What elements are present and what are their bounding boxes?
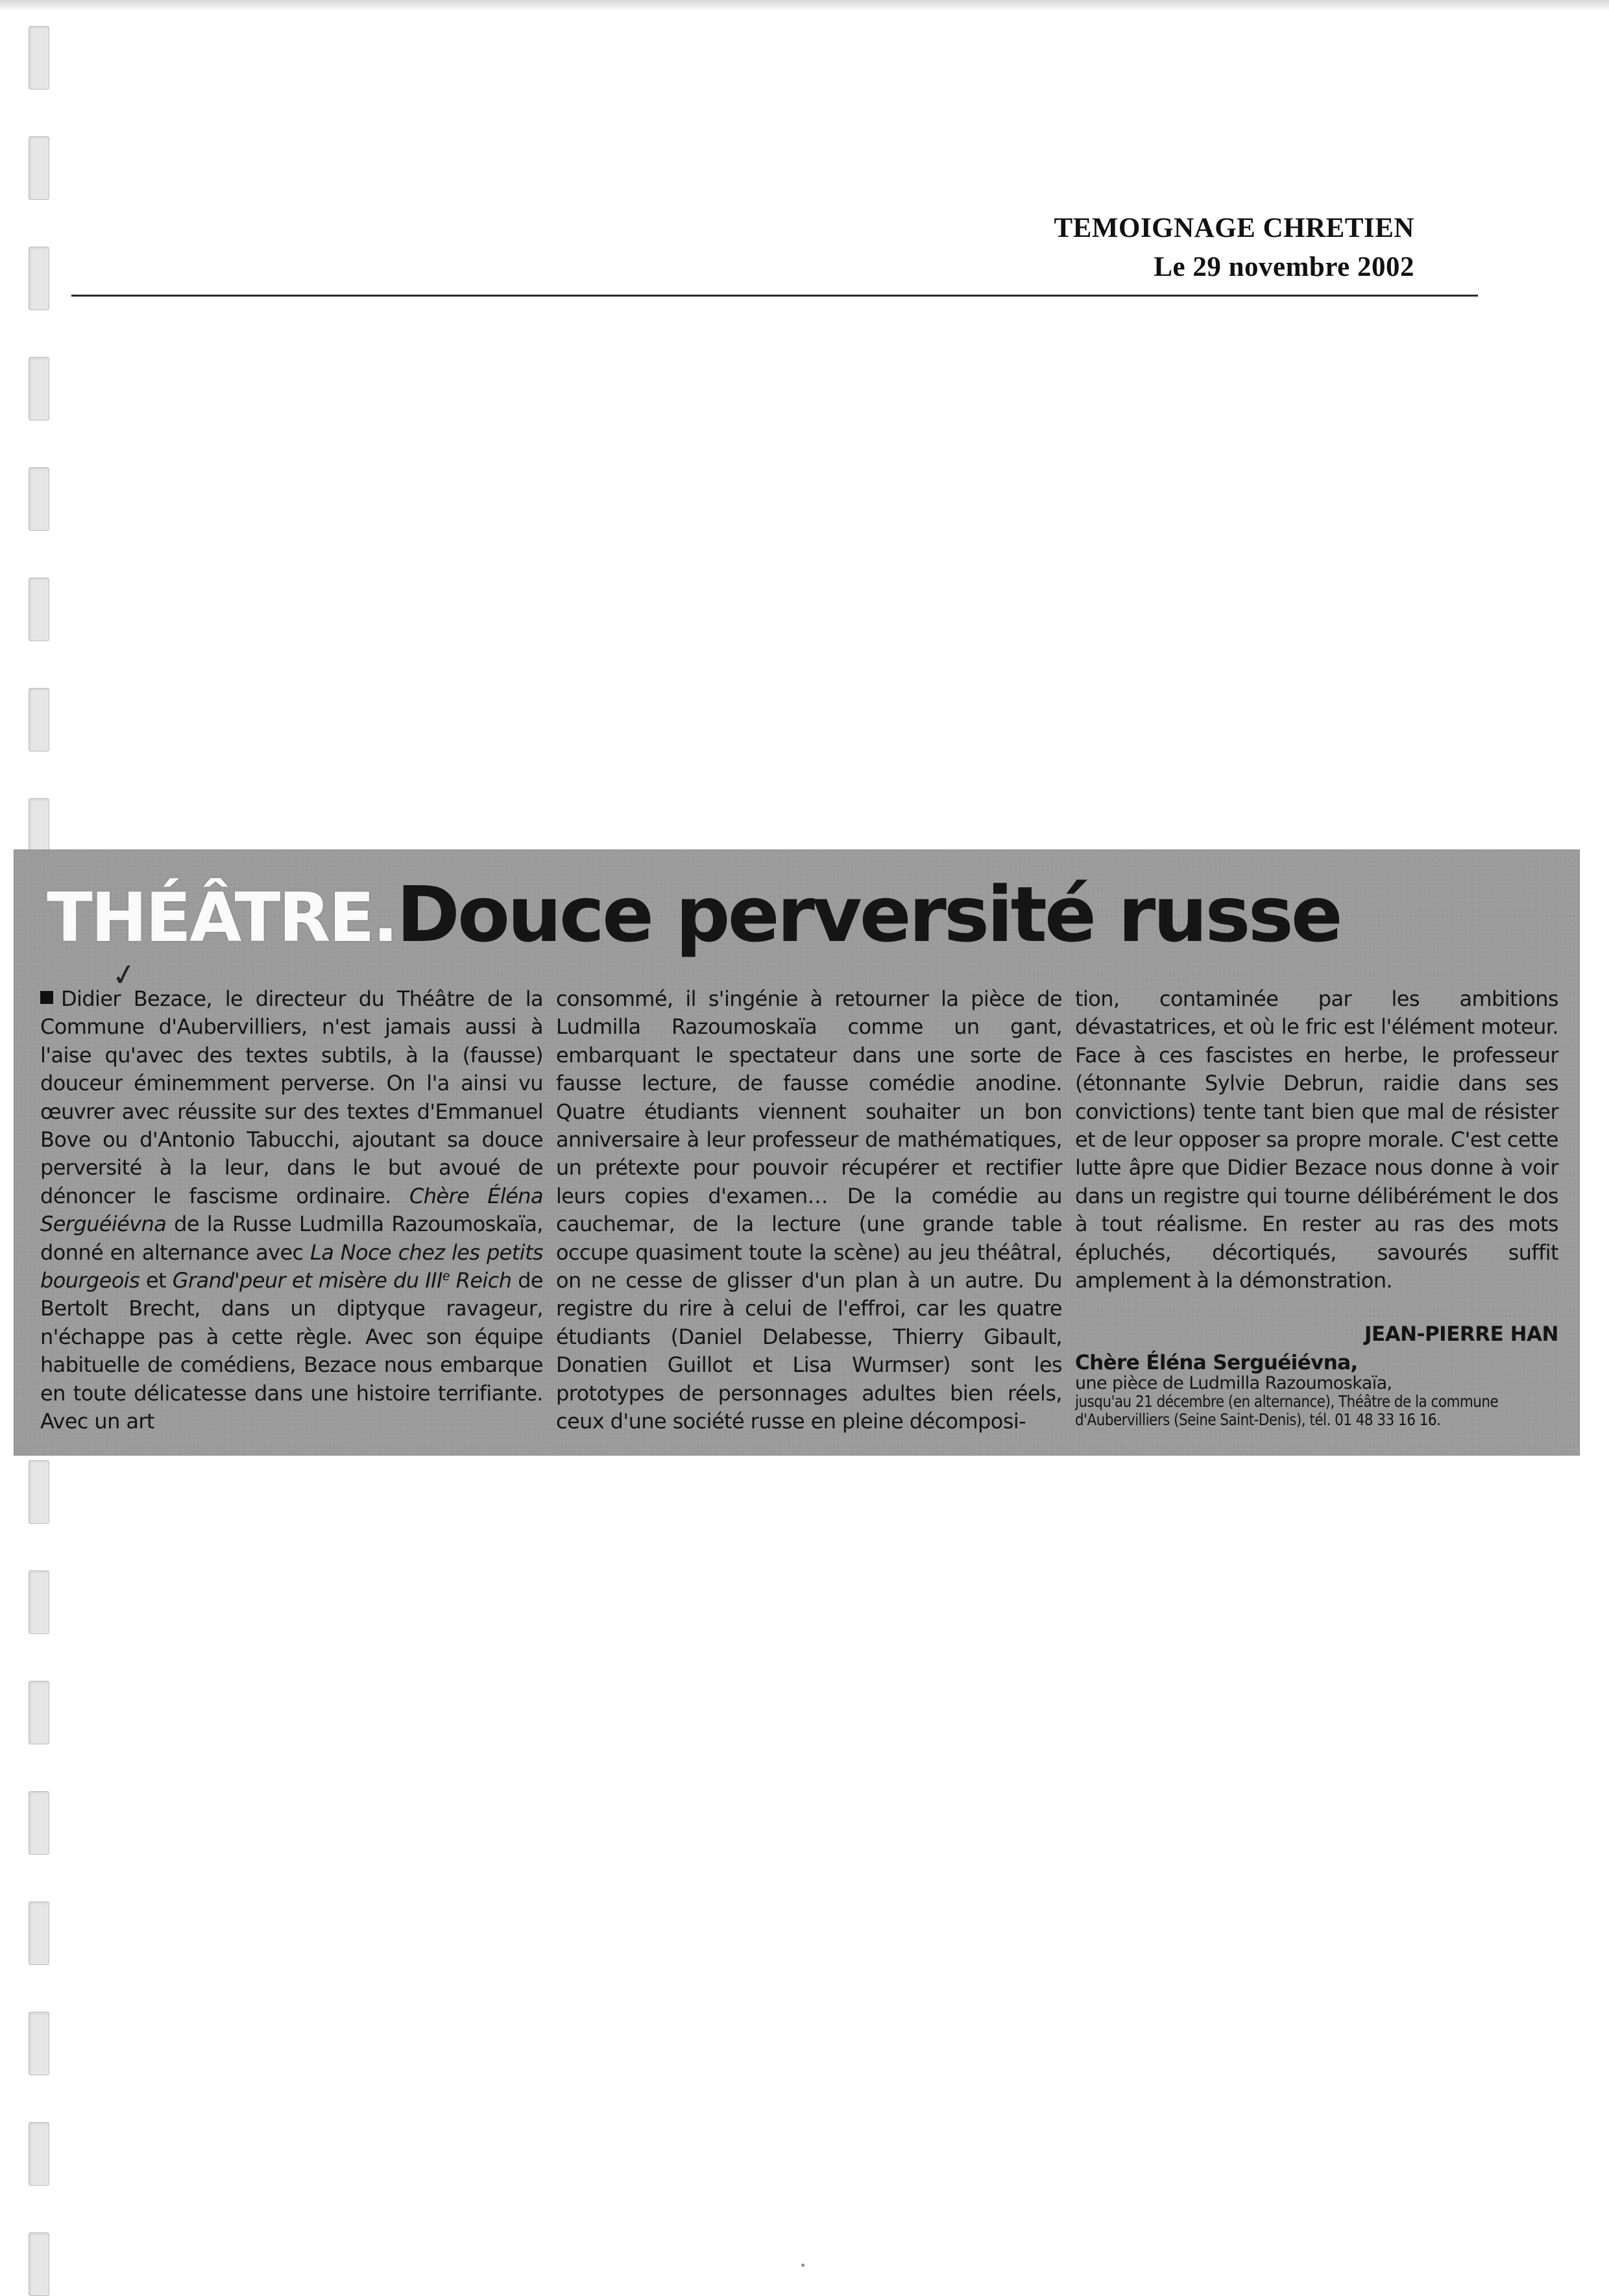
punch-hole — [29, 2232, 49, 2296]
body-text: de Bertolt Brecht, dans un diptyque ravageur, n'échappe pas à cette règle. Avec son équipe habituelle de comédiens, Bezace nous embarque en toute délicatesse dans une histoire terrifiante. Avec un art — [40, 1268, 543, 1434]
punch-hole — [29, 1901, 49, 1965]
punch-hole — [29, 26, 49, 90]
punch-hole — [29, 1791, 49, 1855]
punch-hole — [29, 2122, 49, 2186]
publication-date: Le 29 novembre 2002 — [1154, 252, 1414, 282]
article-kicker: THÉÂTRE. — [47, 878, 397, 957]
publication-name: TEMOIGNAGE CHRETIEN — [1054, 213, 1414, 243]
article-column-3 — [1075, 985, 1558, 1295]
punch-hole — [29, 467, 49, 531]
punch-hole — [29, 688, 49, 751]
punch-hole — [29, 136, 49, 200]
punch-hole — [29, 578, 49, 641]
body-text: tion, contaminée par les ambitions dévastatrices, et où le fric est l'élément moteur. Face à ces fascistes en herbe, le professeur (étonnante Sylvie Debrun, raidie dans ses convictions) tente tant bien que mal de résister et de leur opposer sa propre morale. C'est cette lutte âpre que Didier Bezace nous donne à voir dans un registre qui tourne délibérément le dos à tout réalisme. En rester au ras des mots épluchés, décortiqués, savourés suffit amplement à la démonstration. — [1075, 986, 1558, 1293]
punch-hole — [29, 1460, 49, 1524]
bullet-square-icon — [40, 991, 53, 1004]
italic-title-text: Reich — [449, 1268, 512, 1293]
show-venue-phone: d'Aubervilliers (Seine Saint-Denis), tél. 01 48 33 16 16. — [1075, 1410, 1441, 1429]
scan-top-shadow — [0, 0, 1609, 12]
body-text: de la Russe Ludmilla Razoumoskaïa, donné en alternance avec — [40, 1212, 543, 1265]
article-column-1 — [40, 985, 543, 1436]
page-header — [1054, 209, 1414, 287]
punch-hole — [29, 2012, 49, 2075]
punch-hole — [29, 357, 49, 421]
newspaper-clipping — [14, 850, 1579, 1455]
body-text: Didier Bezace, le directeur du Théâtre de la Commune d'Aubervilliers, n'est jamais aussi à l'aise qu'avec des textes subtils, à la (fausse) douceur éminemment perverse. On l'a ainsi vu œuvrer avec réussite sur des textes d'Emmanuel Bove ou d'Antonio Tabucchi, ajoutant sa douce perversité à la leur, dans le but avoué de dénoncer le fascisme ordinaire. — [40, 986, 543, 1208]
article-column-2 — [556, 985, 1062, 1436]
punch-hole — [29, 1681, 49, 1744]
italic-title-text: Chère Éléna Serguéiévna — [40, 1183, 543, 1237]
article-title — [47, 870, 1340, 959]
show-dates-venue: jusqu'au 21 décembre (en alternance), Théâtre de la commune — [1075, 1392, 1499, 1411]
header-rule — [71, 295, 1478, 297]
body-text: et — [139, 1268, 173, 1293]
superscript-text: e — [442, 1269, 450, 1284]
scan-speck — [801, 2264, 804, 2267]
punch-hole — [29, 247, 49, 310]
punch-hole — [29, 1570, 49, 1634]
italic-title-text: Grand'peur et misère du III — [172, 1268, 442, 1293]
handwritten-check-mark: ✓ — [108, 955, 139, 994]
show-info-box — [1075, 1351, 1568, 1429]
show-title: Chère Éléna Serguéiévna, — [1075, 1351, 1358, 1374]
article-author: JEAN-PIERRE HAN — [1364, 1323, 1558, 1346]
body-text: consommé, il s'ingénie à retourner la pièce de Ludmilla Razoumoskaïa comme un gant, embarquant le spectateur dans une sorte de fausse lecture, de fausse comédie anodine. Quatre étudiants viennent souhaiter un bon anniversaire à leur professeur de mathématiques, un prétexte pour pouvoir récupérer et rectifier leurs copies d'examen… De la comédie au cauchemar, de la lecture (une grande table occupe quasiment toute la scène) au jeu théâtral, on ne cesse de glisser d'un plan à un autre. Du registre du rire à celui de l'effroi, car les quatre étudiants (Daniel Delabesse, Thierry Gibault, Donatien Guillot et Lisa Wurmser) sont les prototypes de personnages adultes bien réels, ceux d'une société russe en pleine décomposi- — [556, 986, 1062, 1434]
show-subtitle: une pièce de Ludmilla Razoumoskaïa, — [1075, 1373, 1392, 1393]
article-headline: Douce perversité russe — [396, 870, 1340, 959]
italic-title-text: La Noce chez les petits bourgeois — [40, 1240, 543, 1293]
